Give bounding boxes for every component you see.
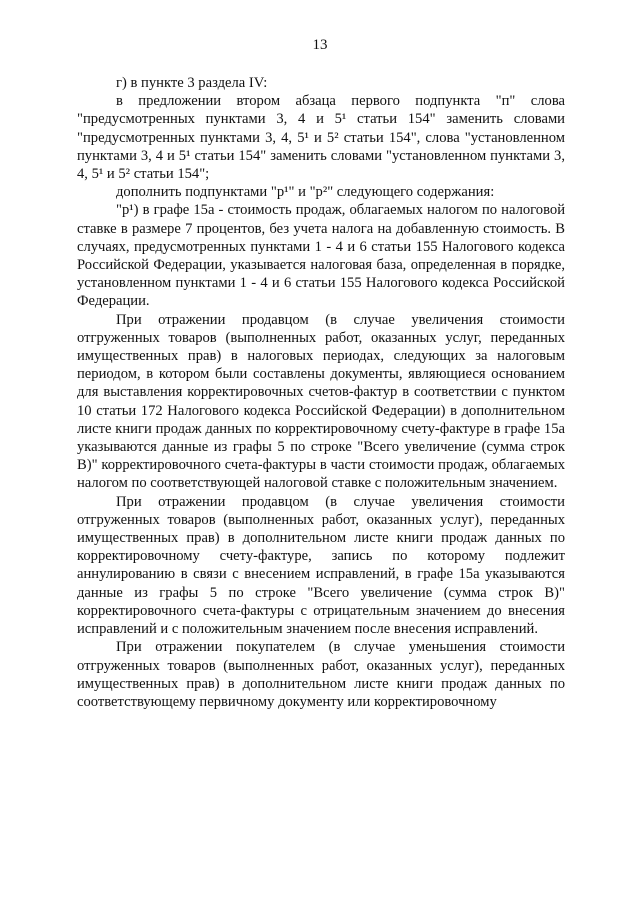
paragraph-add-subpoints: дополнить подпунктами "р¹" и "р²" следующего содержания:	[116, 184, 495, 201]
paragraph-subpoint-r1: "р¹) в графе 15а - стоимость продаж, облагаемых налогом по налоговой ставке в размере 7 процентов, без учета налога на добавленную стоимость. В случаях, предусмотренных пунктами 1 - 4 и 6 статьи 155 Налогового кодекса Российской Федерации, указывается налоговая база, определенная в порядке, установленном пунктами 1 - 4 и 6 статьи 155 Налогового кодекса Российской Федерации.	[77, 202, 565, 310]
paragraph-seller-increase-annul: При отражении продавцом (в случае увеличения стоимости отгруженных товаров (выполненных работ, оказанных услуг), переданных имущественных прав) в дополнительном листе книги продаж данных по корректировочному счету-фактуре, запись по которому подлежит аннулированию в связи с внесением исправлений, в графе 15а указываются данные из графы 5 по строке "Всего увеличение (сумма строк В)" корректировочного счета-фактуры с отрицательным значением до внесения исправлений и с положительным значением после внесения исправлений.	[77, 493, 565, 638]
page-number: 13	[312, 37, 328, 53]
paragraph-seller-increase-periods: При отражении продавцом (в случае увеличения стоимости отгруженных товаров (выполненных работ, оказанных услуг, переданных имущественных прав) в налоговых периодах, следующих за налоговым периодом, в котором были составлены документы, являющиеся основанием для выставления корректировочных счетов-фактур в соответствии с пунктом 10 статьи 172 Налогового кодекса Российской Федерации) в дополнительном листе книги продаж данных по корректировочному счету-фактуре в графе 15а указываются данные из графы 5 по строке "Всего увеличение (сумма строк В)" корректировочного счета-фактуры в части стоимости продаж, облагаемых налогом по соответствующей налоговой ставке с положительным значением.	[77, 311, 565, 492]
document-body	[77, 74, 565, 711]
paragraph-item-g: г) в пункте 3 раздела IV:	[116, 75, 268, 91]
paragraph-replace-words: в предложении втором абзаца первого подпункта "п" слова "предусмотренных пунктами 3, 4 и 5¹ статьи 154" заменить словами "предусмотренных пунктами 3, 4, 5¹ и 5² статьи 154", слова "установленном пунктами 3, 4 и 5¹ статьи 154" заменить словами "установленном пунктами 3, 4, 5¹ и 5² статьи 154";	[77, 93, 565, 183]
paragraph-buyer-decrease: При отражении покупателем (в случае уменьшения стоимости отгруженных товаров (выполненных работ, оказанных услуг), переданных имущественных прав) в дополнительном листе книги продаж данных по соответствующему первичному документу или корректировочному	[77, 639, 565, 710]
